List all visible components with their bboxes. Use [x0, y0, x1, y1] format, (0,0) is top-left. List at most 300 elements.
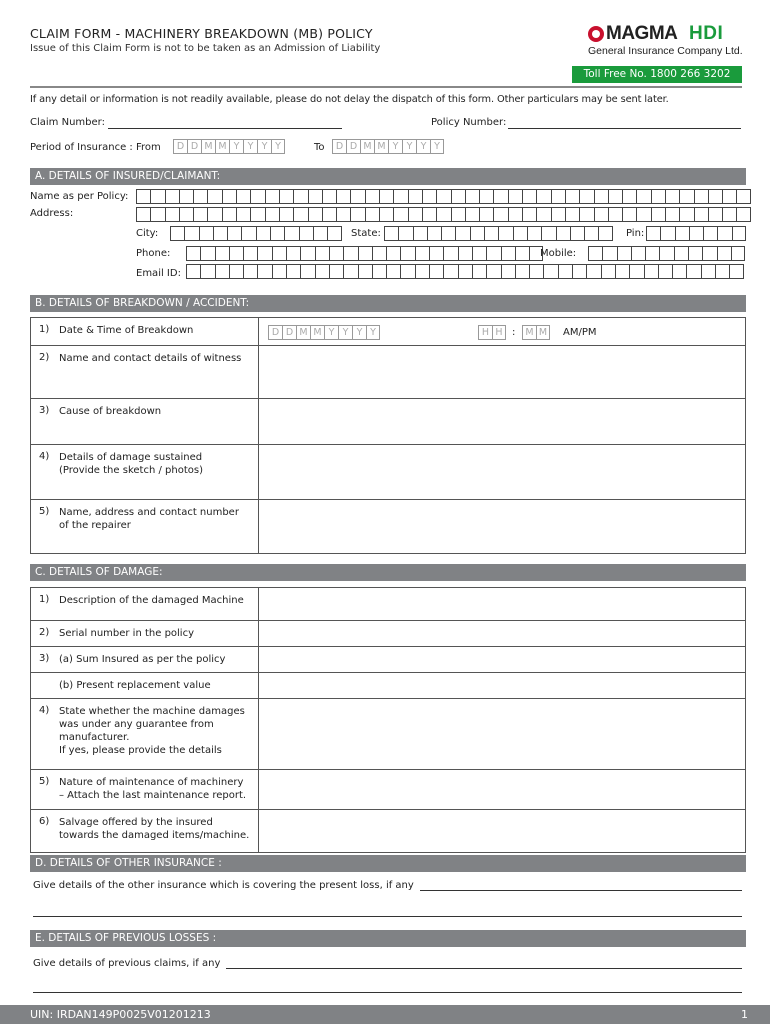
char-box[interactable] [236, 207, 250, 222]
char-box[interactable] [336, 189, 350, 204]
char-box[interactable] [386, 264, 400, 279]
breakdown-hour-field[interactable] [478, 325, 506, 340]
char-box[interactable] [665, 189, 679, 204]
char-box[interactable] [398, 226, 412, 241]
email-label: Email ID: [136, 268, 181, 279]
city-boxes[interactable] [170, 226, 342, 241]
char-box[interactable] [379, 189, 393, 204]
char-box[interactable] [736, 207, 750, 222]
char-box[interactable] [565, 189, 579, 204]
char-box[interactable] [601, 264, 615, 279]
char-box[interactable] [408, 207, 422, 222]
char-box[interactable] [722, 207, 736, 222]
page-number: 1 [741, 1008, 748, 1021]
breakdown-date-field[interactable] [268, 325, 380, 340]
question-cell [31, 621, 259, 647]
char-box[interactable] [308, 189, 322, 204]
char-box[interactable] [486, 264, 500, 279]
placeholder-box[interactable]: Y [257, 139, 271, 154]
answer-cell[interactable] [259, 810, 746, 853]
char-box[interactable] [279, 207, 293, 222]
placeholder-box[interactable]: D [268, 325, 282, 340]
char-box[interactable] [527, 226, 541, 241]
char-box[interactable] [379, 207, 393, 222]
mobile-boxes[interactable] [588, 246, 745, 261]
state-boxes[interactable] [384, 226, 613, 241]
char-box[interactable] [674, 246, 688, 261]
char-box[interactable] [300, 264, 314, 279]
char-box[interactable] [731, 246, 745, 261]
char-box[interactable] [322, 207, 336, 222]
char-box[interactable] [665, 207, 679, 222]
answer-cell[interactable] [259, 699, 746, 770]
char-box[interactable] [227, 226, 241, 241]
char-box[interactable] [651, 207, 665, 222]
char-box[interactable] [443, 246, 457, 261]
answer-cell[interactable] [259, 673, 746, 699]
char-box[interactable] [315, 246, 329, 261]
char-box[interactable] [608, 207, 622, 222]
char-box[interactable] [515, 246, 529, 261]
placeholder-box[interactable]: Y [416, 139, 430, 154]
char-box[interactable] [386, 246, 400, 261]
name-boxes[interactable] [136, 189, 751, 204]
answer-cell[interactable] [259, 399, 746, 445]
char-box[interactable] [702, 246, 716, 261]
char-box[interactable] [213, 226, 227, 241]
char-box[interactable] [536, 189, 550, 204]
char-box[interactable] [384, 226, 398, 241]
char-box[interactable] [498, 226, 512, 241]
char-box[interactable] [729, 264, 743, 279]
char-box[interactable] [515, 264, 529, 279]
question-text: Serial number in the policy [59, 628, 195, 639]
char-box[interactable] [427, 226, 441, 241]
char-box[interactable] [660, 226, 674, 241]
char-box[interactable] [679, 207, 693, 222]
char-box[interactable] [441, 226, 455, 241]
placeholder-box[interactable]: Y [366, 325, 380, 340]
char-box[interactable] [236, 189, 250, 204]
char-box[interactable] [272, 264, 286, 279]
char-box[interactable] [458, 246, 472, 261]
char-box[interactable] [241, 226, 255, 241]
question-text: Nature of maintenance of machinery [59, 777, 244, 788]
char-box[interactable] [270, 226, 284, 241]
char-box[interactable] [708, 207, 722, 222]
pin-boxes[interactable] [646, 226, 746, 241]
answer-cell[interactable] [259, 346, 746, 399]
char-box[interactable] [429, 264, 443, 279]
char-box[interactable] [594, 207, 608, 222]
char-box[interactable] [522, 207, 536, 222]
char-box[interactable] [257, 246, 271, 261]
char-box[interactable] [536, 207, 550, 222]
char-box[interactable] [465, 189, 479, 204]
char-box[interactable] [631, 246, 645, 261]
char-box[interactable] [150, 207, 164, 222]
footer-bar [0, 1005, 770, 1024]
answer-cell[interactable] [259, 621, 746, 647]
char-box[interactable] [736, 189, 750, 204]
char-box[interactable] [286, 246, 300, 261]
char-box[interactable] [165, 207, 179, 222]
breakdown-table [30, 317, 746, 554]
placeholder-box[interactable]: Y [338, 325, 352, 340]
char-box[interactable] [193, 207, 207, 222]
char-box[interactable] [422, 189, 436, 204]
char-box[interactable] [672, 264, 686, 279]
char-box[interactable] [584, 226, 598, 241]
question-text: (a) Sum Insured as per the policy [59, 654, 226, 665]
char-box[interactable] [558, 264, 572, 279]
char-box[interactable] [508, 207, 522, 222]
char-box[interactable] [436, 189, 450, 204]
char-box[interactable] [701, 264, 715, 279]
placeholder-box[interactable]: Y [402, 139, 416, 154]
question-text: was under any guarantee from [59, 719, 214, 730]
answer-cell[interactable] [259, 770, 746, 810]
char-box[interactable] [272, 246, 286, 261]
placeholder-box[interactable]: M [201, 139, 215, 154]
question-cell [31, 445, 259, 500]
question-number: 1) [39, 324, 50, 335]
placeholder-box[interactable]: Y [271, 139, 285, 154]
char-box[interactable] [513, 226, 527, 241]
char-box[interactable] [365, 189, 379, 204]
char-box[interactable] [686, 264, 700, 279]
char-box[interactable] [708, 189, 722, 204]
char-box[interactable] [579, 189, 593, 204]
table-row [31, 810, 746, 853]
answer-cell[interactable] [259, 588, 746, 621]
char-box[interactable] [732, 226, 746, 241]
placeholder-box[interactable]: M [360, 139, 374, 154]
char-box[interactable] [636, 207, 650, 222]
char-box[interactable] [179, 207, 193, 222]
table-row [31, 346, 746, 399]
char-box[interactable] [329, 246, 343, 261]
char-box[interactable] [257, 264, 271, 279]
char-box[interactable] [199, 226, 213, 241]
char-box[interactable] [429, 246, 443, 261]
claim-number-label: Claim Number: [30, 117, 105, 128]
char-box[interactable] [186, 264, 200, 279]
char-box[interactable] [598, 226, 612, 241]
period-from-date[interactable] [173, 139, 285, 154]
char-box[interactable] [400, 246, 414, 261]
char-box[interactable] [393, 189, 407, 204]
answer-cell[interactable] [259, 445, 746, 500]
char-box[interactable] [256, 226, 270, 241]
char-box[interactable] [358, 264, 372, 279]
placeholder-box[interactable]: D [282, 325, 296, 340]
other-insurance-field-1[interactable] [420, 879, 742, 891]
char-box[interactable] [222, 207, 236, 222]
char-box[interactable] [572, 264, 586, 279]
char-box[interactable] [622, 207, 636, 222]
placeholder-box[interactable]: H [478, 325, 492, 340]
char-box[interactable] [472, 264, 486, 279]
char-box[interactable] [329, 264, 343, 279]
char-box[interactable] [493, 189, 507, 204]
char-box[interactable] [451, 189, 465, 204]
previous-claims-prompt: Give details of previous claims, if any [33, 958, 221, 969]
char-box[interactable] [293, 189, 307, 204]
placeholder-box[interactable]: Y [388, 139, 402, 154]
char-box[interactable] [694, 189, 708, 204]
char-box[interactable] [722, 189, 736, 204]
char-box[interactable] [689, 226, 703, 241]
placeholder-box[interactable]: Y [430, 139, 444, 154]
char-box[interactable] [570, 226, 584, 241]
logo-circle-icon [588, 26, 604, 42]
question-number: 3) [39, 653, 50, 664]
char-box[interactable] [479, 189, 493, 204]
char-box[interactable] [455, 226, 469, 241]
placeholder-box[interactable]: M [522, 325, 536, 340]
breakdown-minute-field[interactable] [522, 325, 550, 340]
char-box[interactable] [250, 189, 264, 204]
char-box[interactable] [413, 226, 427, 241]
question-text: If yes, please provide the details [59, 745, 222, 756]
char-box[interactable] [501, 246, 515, 261]
char-box[interactable] [617, 246, 631, 261]
char-box[interactable] [493, 207, 507, 222]
question-text: of the repairer [59, 520, 131, 531]
placeholder-box[interactable]: Y [243, 139, 257, 154]
question-text: State whether the machine damages [59, 706, 245, 717]
question-text: Name, address and contact number [59, 507, 239, 518]
char-box[interactable] [543, 264, 557, 279]
table-row [31, 621, 746, 647]
char-box[interactable] [136, 189, 150, 204]
placeholder-box[interactable]: Y [229, 139, 243, 154]
char-box[interactable] [322, 189, 336, 204]
char-box[interactable] [508, 189, 522, 204]
char-box[interactable] [286, 264, 300, 279]
char-box[interactable] [336, 207, 350, 222]
char-box[interactable] [645, 246, 659, 261]
char-box[interactable] [265, 189, 279, 204]
char-box[interactable] [415, 246, 429, 261]
char-box[interactable] [679, 189, 693, 204]
char-box[interactable] [350, 189, 364, 204]
char-box[interactable] [265, 207, 279, 222]
question-text: – Attach the last maintenance report. [59, 790, 247, 801]
policy-number-label: Policy Number: [431, 117, 507, 128]
section-a-heading: A. DETAILS OF INSURED/CLAIMANT: [30, 168, 746, 185]
placeholder-box[interactable]: D [346, 139, 360, 154]
char-box[interactable] [443, 264, 457, 279]
char-box[interactable] [470, 226, 484, 241]
char-box[interactable] [300, 246, 314, 261]
question-number: 2) [39, 352, 50, 363]
placeholder-box[interactable]: M [215, 139, 229, 154]
header-divider [30, 86, 742, 88]
char-box[interactable] [229, 246, 243, 261]
table-row [31, 399, 746, 445]
question-cell [31, 770, 259, 810]
char-box[interactable] [551, 207, 565, 222]
char-box[interactable] [200, 264, 214, 279]
placeholder-box[interactable]: Y [324, 325, 338, 340]
email-boxes[interactable] [186, 264, 744, 279]
phone-boxes[interactable] [186, 246, 543, 261]
char-box[interactable] [243, 246, 257, 261]
char-box[interactable] [193, 189, 207, 204]
period-to-date[interactable] [332, 139, 444, 154]
question-cell [31, 500, 259, 554]
char-box[interactable] [465, 207, 479, 222]
char-box[interactable] [184, 226, 198, 241]
char-box[interactable] [393, 207, 407, 222]
char-box[interactable] [343, 246, 357, 261]
question-cell [31, 399, 259, 445]
char-box[interactable] [529, 264, 543, 279]
char-box[interactable] [703, 226, 717, 241]
char-box[interactable] [186, 246, 200, 261]
char-box[interactable] [541, 226, 555, 241]
phone-label: Phone: [136, 248, 171, 259]
previous-claims-field-2[interactable] [33, 981, 742, 993]
char-box[interactable] [588, 246, 602, 261]
char-box[interactable] [651, 189, 665, 204]
char-box[interactable] [343, 264, 357, 279]
char-box[interactable] [484, 226, 498, 241]
char-box[interactable] [644, 264, 658, 279]
char-box[interactable] [615, 264, 629, 279]
char-box[interactable] [422, 207, 436, 222]
placeholder-box[interactable]: H [492, 325, 506, 340]
char-box[interactable] [551, 189, 565, 204]
placeholder-box[interactable]: Y [352, 325, 366, 340]
char-box[interactable] [179, 189, 193, 204]
previous-claims-field-1[interactable] [226, 957, 742, 969]
char-box[interactable] [308, 207, 322, 222]
char-box[interactable] [565, 207, 579, 222]
question-number [39, 679, 59, 692]
placeholder-box[interactable]: D [332, 139, 346, 154]
char-box[interactable] [279, 189, 293, 204]
char-box[interactable] [608, 189, 622, 204]
answer-cell[interactable] [259, 647, 746, 673]
char-box[interactable] [350, 207, 364, 222]
char-box[interactable] [522, 189, 536, 204]
char-box[interactable] [472, 246, 486, 261]
question-cell [31, 588, 259, 621]
char-box[interactable] [215, 264, 229, 279]
char-box[interactable] [451, 207, 465, 222]
table-row [31, 318, 746, 346]
char-box[interactable] [299, 226, 313, 241]
placeholder-box[interactable]: M [310, 325, 324, 340]
question-text: Description of the damaged Machine [59, 595, 244, 606]
char-box[interactable] [415, 264, 429, 279]
char-box[interactable] [215, 246, 229, 261]
char-box[interactable] [358, 246, 372, 261]
char-box[interactable] [717, 226, 731, 241]
placeholder-box[interactable]: M [374, 139, 388, 154]
char-box[interactable] [207, 207, 221, 222]
char-box[interactable] [675, 226, 689, 241]
char-box[interactable] [622, 189, 636, 204]
char-box[interactable] [688, 246, 702, 261]
char-box[interactable] [556, 226, 570, 241]
question-cell [31, 318, 259, 346]
char-box[interactable] [327, 226, 341, 241]
placeholder-box[interactable]: M [536, 325, 550, 340]
section-d-heading: D. DETAILS OF OTHER INSURANCE : [30, 855, 746, 872]
char-box[interactable] [486, 246, 500, 261]
other-insurance-field-2[interactable] [33, 905, 742, 917]
placeholder-box[interactable]: M [296, 325, 310, 340]
char-box[interactable] [243, 264, 257, 279]
char-box[interactable] [436, 207, 450, 222]
char-box[interactable] [479, 207, 493, 222]
char-box[interactable] [315, 264, 329, 279]
char-box[interactable] [717, 246, 731, 261]
char-box[interactable] [646, 226, 660, 241]
char-box[interactable] [501, 264, 515, 279]
state-label: State: [351, 228, 381, 239]
question-text: manufacturer. [59, 732, 130, 743]
char-box[interactable] [207, 189, 221, 204]
char-box[interactable] [200, 246, 214, 261]
char-box[interactable] [170, 226, 184, 241]
form-title: CLAIM FORM - MACHINERY BREAKDOWN (MB) POLICY [30, 26, 373, 41]
char-box[interactable] [293, 207, 307, 222]
char-box[interactable] [284, 226, 298, 241]
period-to-label: To [314, 142, 325, 153]
question-text: (Provide the sketch / photos) [59, 465, 203, 476]
char-box[interactable] [408, 189, 422, 204]
char-box[interactable] [365, 207, 379, 222]
char-box[interactable] [658, 264, 672, 279]
char-box[interactable] [372, 264, 386, 279]
claim-number-field[interactable] [108, 117, 342, 129]
char-box[interactable] [229, 264, 243, 279]
char-box[interactable] [372, 246, 386, 261]
char-box[interactable] [602, 246, 616, 261]
char-box[interactable] [400, 264, 414, 279]
char-box[interactable] [629, 264, 643, 279]
address-boxes[interactable] [136, 207, 751, 222]
char-box[interactable] [313, 226, 327, 241]
answer-cell[interactable] [259, 500, 746, 554]
char-box[interactable] [579, 207, 593, 222]
question-number: 6) [39, 816, 50, 827]
char-box[interactable] [458, 264, 472, 279]
char-box[interactable] [586, 264, 600, 279]
char-box[interactable] [659, 246, 673, 261]
char-box[interactable] [136, 207, 150, 222]
char-box[interactable] [150, 189, 164, 204]
char-box[interactable] [594, 189, 608, 204]
char-box[interactable] [222, 189, 236, 204]
char-box[interactable] [250, 207, 264, 222]
other-insurance-prompt: Give details of the other insurance which is covering the present loss, if any [33, 880, 414, 891]
placeholder-box[interactable]: D [173, 139, 187, 154]
char-box[interactable] [715, 264, 729, 279]
placeholder-box[interactable]: D [187, 139, 201, 154]
char-box[interactable] [636, 189, 650, 204]
ampm-label: AM/PM [563, 327, 597, 338]
policy-number-field[interactable] [508, 117, 741, 129]
table-row [31, 770, 746, 810]
char-box[interactable] [165, 189, 179, 204]
char-box[interactable] [694, 207, 708, 222]
